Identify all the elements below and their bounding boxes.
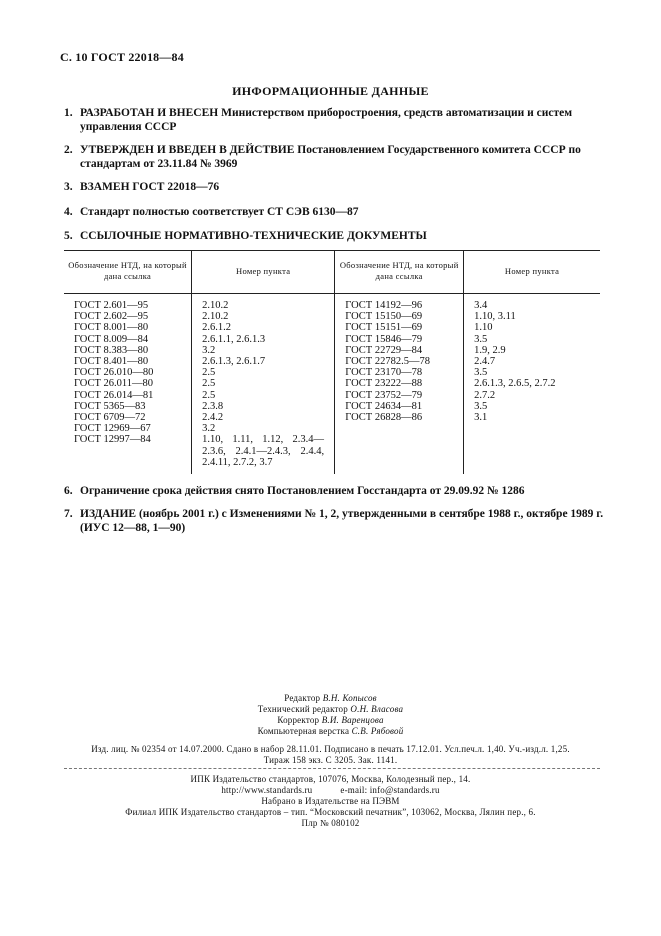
item-lead: ВЗАМЕН ГОСТ 22018—76 bbox=[80, 181, 220, 193]
info-item-6 bbox=[64, 484, 604, 498]
info-item-7 bbox=[64, 507, 604, 535]
point-cell: 3.2 bbox=[202, 344, 216, 356]
doc-cell: ГОСТ 2.601—95 bbox=[74, 300, 149, 311]
item-lead: Стандарт полностью соответствует СТ СЭВ 6130—87 bbox=[80, 206, 359, 218]
column-header-ntd-right: Обозначение НТД, на который дана ссылка bbox=[335, 251, 464, 294]
point-cell: 1.10, 1.11, 1.12, 2.3.4—2.3.6, 2.4.1—2.4.3, 2.4.4, 2.4.11, 2.7.2, 3.7 bbox=[202, 434, 325, 468]
doc-cell: ГОСТ 8.009—84 bbox=[74, 333, 149, 345]
column-header-ntd-left: Обозначение НТД, на который дана ссылка bbox=[64, 251, 192, 294]
doc-cell: ГОСТ 23170—78 bbox=[345, 367, 423, 379]
point-cell: 2.7.2 bbox=[474, 389, 496, 401]
item-text: Постановлением Государственного комитета СССР по стандартам от 23.11.84 № 3969 bbox=[80, 144, 581, 170]
corrector-name: В.И. Варенцова bbox=[321, 715, 384, 725]
doc-cell: ГОСТ 15846—79 bbox=[345, 333, 423, 345]
point-cell: 3.2 bbox=[202, 423, 216, 435]
point-cell: 2.6.1.3, 2.6.5, 2.7.2 bbox=[474, 378, 556, 390]
right-doc-column bbox=[335, 294, 464, 475]
layout-line: Компьютерная верстка С.В. Рябовой bbox=[257, 726, 404, 736]
doc-cell: ГОСТ 15151—69 bbox=[345, 322, 423, 334]
doc-cell: ГОСТ 26.010—80 bbox=[74, 367, 154, 379]
contacts-line bbox=[0, 785, 661, 796]
item-number: 7. bbox=[64, 508, 73, 520]
item-number: 2. bbox=[64, 144, 73, 156]
point-cell: 2.3.8 bbox=[202, 400, 224, 412]
point-cell: 3.1 bbox=[474, 412, 488, 424]
point-cell: 2.5 bbox=[202, 378, 216, 390]
item-number: 6. bbox=[64, 485, 73, 497]
column-header-point-left: Номер пункта bbox=[192, 251, 335, 294]
editor-name: В.Н. Копысов bbox=[322, 693, 377, 703]
item-lead: ССЫЛОЧНЫЕ НОРМАТИВНО-ТЕХНИЧЕСКИЕ ДОКУМЕНТЫ bbox=[80, 230, 427, 242]
doc-cell: ГОСТ 22782.5—78 bbox=[345, 356, 430, 368]
point-cell: 2.5 bbox=[202, 389, 216, 401]
info-item-2 bbox=[64, 143, 604, 171]
point-cell: 1.10 bbox=[474, 322, 493, 334]
typeset-line: Набрано в Издательстве на ПЭВМ bbox=[261, 796, 400, 806]
plr-line: Плр № 080102 bbox=[301, 818, 360, 828]
reference-documents-table bbox=[64, 250, 600, 474]
doc-cell: ГОСТ 23222—88 bbox=[345, 378, 423, 390]
item-lead: УТВЕРЖДЕН И ВВЕДЕН В ДЕЙСТВИЕ bbox=[80, 144, 295, 156]
point-cell: 2.6.1.2 bbox=[202, 322, 231, 334]
doc-cell: ГОСТ 12969—67 bbox=[74, 423, 151, 435]
item-number: 5. bbox=[64, 230, 73, 242]
separator-line bbox=[64, 768, 600, 769]
info-item-1 bbox=[64, 106, 604, 134]
point-cell: 2.10.2 bbox=[202, 311, 229, 323]
doc-cell: ГОСТ 15150—69 bbox=[345, 311, 423, 323]
left-point-column bbox=[192, 294, 335, 475]
column-header-point-right: Номер пункта bbox=[464, 251, 600, 294]
point-cell: 3.4 bbox=[474, 300, 488, 311]
page-header: С. 10 ГОСТ 22018—84 bbox=[60, 50, 184, 64]
doc-cell: ГОСТ 26828—86 bbox=[345, 412, 423, 424]
tech-editor-line: Технический редактор О.Н. Власова bbox=[257, 704, 404, 714]
doc-cell: ГОСТ 26.014—81 bbox=[74, 389, 154, 401]
point-cell: 2.4.2 bbox=[202, 412, 224, 424]
item-lead: Ограничение срока действия снято Постановлением Госстандарта от 29.09.92 № 1286 bbox=[80, 485, 525, 497]
doc-cell: ГОСТ 5365—83 bbox=[74, 400, 146, 412]
layout-name: С.В. Рябовой bbox=[351, 726, 404, 736]
doc-cell: ГОСТ 26.011—80 bbox=[74, 378, 154, 390]
item-lead: ИЗДАНИЕ (ноябрь 2001 г.) bbox=[80, 508, 219, 520]
doc-cell: ГОСТ 12997—84 bbox=[74, 434, 151, 446]
item-number: 3. bbox=[64, 181, 73, 193]
item-text: с Изменениями № 1, 2, утвержденными в сентябре 1988 г., октябре 1989 г. (ИУС 12—88, 1—90) bbox=[80, 508, 604, 534]
doc-cell: ГОСТ 23752—79 bbox=[345, 389, 423, 401]
info-item-5 bbox=[64, 229, 604, 243]
info-item-4 bbox=[64, 205, 604, 219]
point-cell: 2.5 bbox=[202, 367, 216, 379]
print-run-line: Тираж 158 экз. С 3205. Зак. 1141. bbox=[263, 755, 398, 765]
left-doc-column bbox=[64, 294, 192, 475]
point-cell: 1.10, 3.11 bbox=[474, 311, 516, 323]
editor-line: Редактор В.Н. Копысов bbox=[284, 693, 377, 703]
page-title: ИНФОРМАЦИОННЫЕ ДАННЫЕ bbox=[232, 84, 429, 98]
point-cell: 3.5 bbox=[474, 333, 488, 345]
doc-cell: ГОСТ 8.401—80 bbox=[74, 356, 149, 368]
right-point-column bbox=[464, 294, 600, 475]
license-line: Изд. лиц. № 02354 от 14.07.2000. Сдано в набор 28.11.01. Подписано в печать 17.12.01. Усл.печ.л. 1,40. Уч.-изд.л. 1,25. bbox=[91, 744, 570, 754]
tech-editor-name: О.Н. Власова bbox=[350, 704, 404, 714]
item-text: Министерством приборостроения, средств автоматизации и систем управления СССР bbox=[80, 107, 573, 133]
point-cell: 2.4.7 bbox=[474, 356, 496, 368]
info-item-3 bbox=[64, 180, 604, 194]
item-number: 4. bbox=[64, 206, 73, 218]
point-cell: 2.10.2 bbox=[202, 300, 229, 311]
publisher-line: ИПК Издательство стандартов, 107076, Москва, Колодезный пер., 14. bbox=[190, 774, 471, 784]
point-cell: 3.5 bbox=[474, 400, 488, 412]
item-number: 1. bbox=[64, 107, 73, 119]
doc-cell: ГОСТ 22729—84 bbox=[345, 344, 423, 356]
doc-cell: ГОСТ 8.383—80 bbox=[74, 344, 149, 356]
item-lead: РАЗРАБОТАН И ВНЕСЕН bbox=[80, 107, 219, 119]
doc-cell: ГОСТ 8.001—80 bbox=[74, 322, 149, 334]
point-cell: 3.5 bbox=[474, 367, 488, 379]
branch-line: Филиал ИПК Издательство стандартов – тип. “Московский печатник”, 103062, Москва, Лялин пер., 6. bbox=[125, 807, 536, 817]
doc-cell: ГОСТ 14192—96 bbox=[345, 300, 423, 311]
website-text: http://www.standards.ru bbox=[221, 785, 313, 795]
doc-cell: ГОСТ 2.602—95 bbox=[74, 311, 149, 323]
point-cell: 1.9, 2.9 bbox=[474, 344, 506, 356]
doc-cell: ГОСТ 6709—72 bbox=[74, 412, 146, 424]
point-cell: 2.6.1.1, 2.6.1.3 bbox=[202, 333, 266, 345]
email-text: e-mail: info@standards.ru bbox=[340, 785, 440, 795]
corrector-line: Корректор В.И. Варенцова bbox=[277, 715, 384, 725]
doc-cell: ГОСТ 24634—81 bbox=[345, 400, 423, 412]
point-cell: 2.6.1.3, 2.6.1.7 bbox=[202, 356, 266, 368]
